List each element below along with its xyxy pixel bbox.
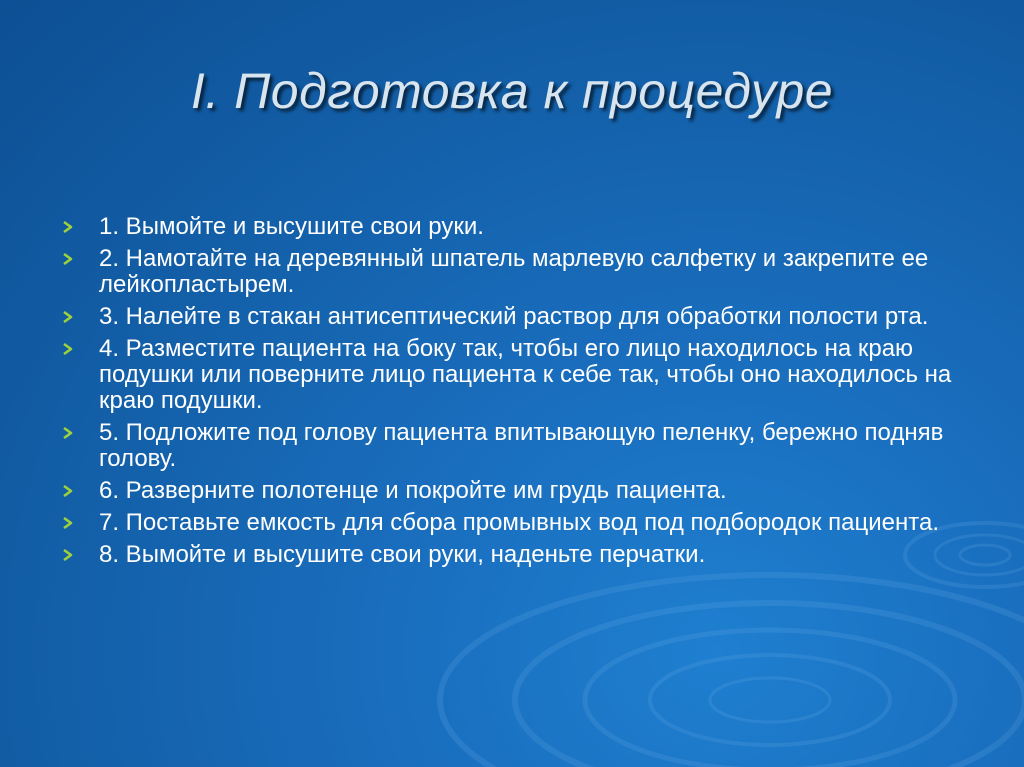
- chevron-right-icon: [60, 542, 76, 568]
- chevron-right-icon: [60, 304, 76, 330]
- list-item: [60, 510, 980, 536]
- list-item: [60, 304, 980, 330]
- slide-title: I. Подготовка к процедуре: [190, 63, 834, 119]
- list-item: [60, 246, 980, 298]
- list-item-text: 3. Налейте в стакан антисептический раствор для обработки полости рта.: [99, 303, 929, 330]
- list-item-text: 4. Разместите пациента на боку так, чтобы его лицо находилось на краю подушки или поверните лицо пациента к себе так, чтобы оно находилось на краю подушки.: [99, 335, 952, 414]
- list-item-text: 8. Вымойте и высушите свои руки, наденьте перчатки.: [99, 541, 706, 568]
- chevron-right-icon: [60, 510, 76, 536]
- chevron-right-icon: [60, 214, 76, 240]
- chevron-right-icon: [60, 420, 76, 446]
- list-item-text: 2. Намотайте на деревянный шпатель марлевую салфетку и закрепите ее лейкопластырем.: [99, 245, 929, 298]
- list-item: [60, 420, 980, 472]
- chevron-right-icon: [60, 246, 76, 272]
- list-item-text: 1. Вымойте и высушите свои руки.: [99, 213, 484, 240]
- chevron-right-icon: [60, 336, 76, 362]
- chevron-right-icon: [60, 478, 76, 504]
- procedure-steps-list: [60, 214, 980, 574]
- list-item-text: 7. Поставьте емкость для сбора промывных вод под подбородок пациента.: [99, 509, 939, 536]
- list-item: [60, 214, 980, 240]
- list-item: [60, 542, 980, 568]
- list-item-text: 5. Подложите под голову пациента впитывающую пеленку, бережно подняв голову.: [99, 419, 944, 472]
- list-item: [60, 478, 980, 504]
- list-item: [60, 336, 980, 414]
- list-item-text: 6. Разверните полотенце и покройте им грудь пациента.: [99, 477, 727, 504]
